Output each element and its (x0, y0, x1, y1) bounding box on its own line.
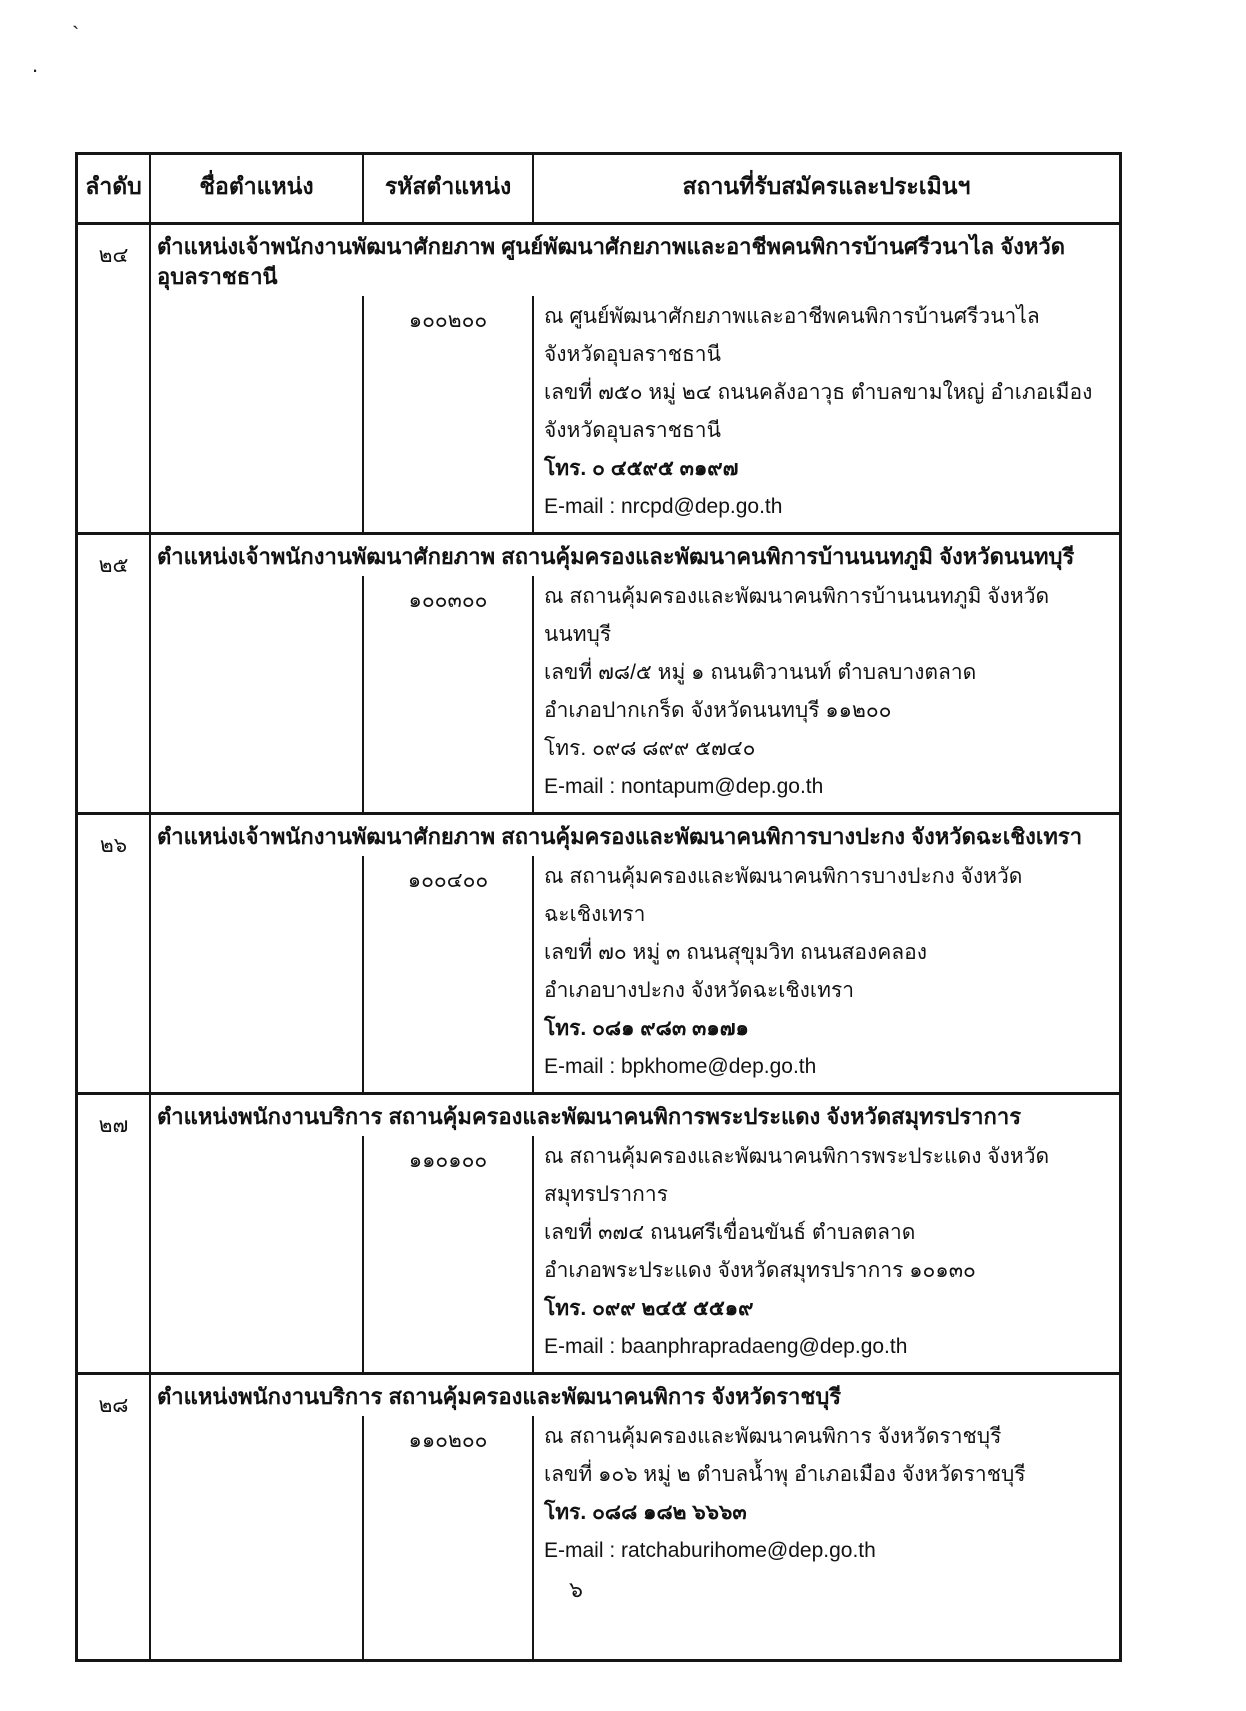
page-number: ๖ (569, 1577, 583, 1602)
table-header-row (78, 155, 1119, 225)
position-name-cell-empty (151, 1416, 364, 1659)
phone-line: โทร. ๐ ๔๕๙๕ ๓๑๙๗ (544, 457, 739, 480)
position-name-cell-empty (151, 576, 364, 812)
col-header-position-name: ชื่อตำแหน่ง (151, 155, 364, 222)
row-number: ๒๘ (78, 1375, 151, 1659)
scan-artifact: ` (72, 22, 80, 47)
location-line: ณ สถานคุ้มครองและพัฒนาคนพิการบางปะกง จังหวัดฉะเชิงเทรา (544, 865, 1023, 926)
position-title: ตำแหน่งพนักงานบริการ สถานคุ้มครองและพัฒนาคนพิการพระประแดง จังหวัดสมุทรปราการ (157, 1104, 1022, 1129)
col-header-location: สถานที่รับสมัครและประเมินฯ (682, 173, 971, 199)
location-cell (534, 1416, 1119, 1659)
position-code: ๑๐๐๓๐๐ (364, 576, 534, 812)
location-line: อำเภอปากเกร็ด จังหวัดนนทบุรี ๑๑๒๐๐ (544, 699, 892, 722)
position-title: ตำแหน่งเจ้าพนักงานพัฒนาศักยภาพ สถานคุ้มครองและพัฒนาคนพิการบางปะกง จังหวัดฉะเชิงเทรา (157, 824, 1083, 849)
location-cell (534, 1136, 1119, 1372)
email-line: E-mail : nontapum@dep.go.th (544, 775, 824, 798)
row-number: ๒๗ (78, 1095, 151, 1372)
location-cell (534, 856, 1119, 1092)
location-line: ณ ศูนย์พัฒนาศักยภาพและอาชีพคนพิการบ้านศรีวนาไล (544, 305, 1040, 328)
email-line: E-mail : baanphrapradaeng@dep.go.th (544, 1335, 908, 1358)
row-number: ๒๕ (78, 535, 151, 812)
location-cell (534, 576, 1119, 812)
email-line: E-mail : bpkhome@dep.go.th (544, 1055, 817, 1078)
location-line: ณ สถานคุ้มครองและพัฒนาคนพิการ จังหวัดราชบุรี (544, 1425, 1002, 1448)
location-line: อำเภอพระประแดง จังหวัดสมุทรปราการ ๑๐๑๓๐ (544, 1259, 976, 1282)
position-code: ๑๐๐๔๐๐ (364, 856, 534, 1092)
position-name-cell-empty (151, 1136, 364, 1372)
row-number: ๒๔ (78, 225, 151, 532)
col-header-index: ลำดับ (78, 155, 151, 222)
phone-line: โทร. ๐๘๘ ๑๘๒ ๖๖๖๓ (544, 1501, 747, 1524)
table-row (78, 1375, 1119, 1659)
col-header-position-code: รหัสตำแหน่ง (364, 155, 534, 222)
location-line: เลขที่ ๓๗๔ ถนนศรีเขื่อนขันธ์ ตำบลตลาด (544, 1221, 916, 1244)
phone-line: โทร. ๐๘๑ ๙๘๓ ๓๑๗๑ (544, 1017, 749, 1040)
location-line: ณ สถานคุ้มครองและพัฒนาคนพิการพระประแดง จังหวัดสมุทรปราการ (544, 1145, 1050, 1206)
row-number: ๒๖ (78, 815, 151, 1092)
position-title: ตำแหน่งพนักงานบริการ สถานคุ้มครองและพัฒนาคนพิการ จังหวัดราชบุรี (157, 1384, 842, 1409)
table-row (78, 815, 1119, 1095)
phone-line: โทร. ๐๙๙ ๒๔๕ ๕๕๑๙ (544, 1297, 754, 1320)
location-line: จังหวัดอุบลราชธานี (544, 343, 721, 366)
position-title: ตำแหน่งเจ้าพนักงานพัฒนาศักยภาพ สถานคุ้มครองและพัฒนาคนพิการบ้านนนทภูมิ จังหวัดนนทบุรี (157, 544, 1075, 569)
position-code: ๑๐๐๒๐๐ (364, 296, 534, 532)
phone-line: โทร. ๐๙๘ ๘๙๙ ๕๗๔๐ (544, 737, 756, 760)
location-cell (534, 296, 1119, 532)
location-line: เลขที่ ๗๕๐ หมู่ ๒๔ ถนนคลังอาวุธ ตำบลขามใหญ่ อำเภอเมือง (544, 381, 1093, 404)
position-title: ตำแหน่งเจ้าพนักงานพัฒนาศักยภาพ ศูนย์พัฒนาศักยภาพและอาชีพคนพิการบ้านศรีวนาไล จังหวัดอุบลราชธานี (157, 234, 1066, 289)
table-row (78, 225, 1119, 535)
location-line: เลขที่ ๗๘/๕ หมู่ ๑ ถนนติวานนท์ ตำบลบางตลาด (544, 661, 977, 684)
location-line: ณ สถานคุ้มครองและพัฒนาคนพิการบ้านนนทภูมิ จังหวัดนนทบุรี (544, 585, 1050, 646)
table-row (78, 535, 1119, 815)
location-line: อำเภอบางปะกง จังหวัดฉะเชิงเทรา (544, 979, 855, 1002)
position-name-cell-empty (151, 856, 364, 1092)
position-code: ๑๑๐๒๐๐ (364, 1416, 534, 1659)
email-line: E-mail : nrcpd@dep.go.th (544, 495, 783, 518)
table-row (78, 1095, 1119, 1375)
email-line: E-mail : ratchaburihome@dep.go.th (544, 1539, 876, 1562)
position-name-cell-empty (151, 296, 364, 532)
position-code: ๑๑๐๑๐๐ (364, 1136, 534, 1372)
scan-artifact: . (32, 52, 39, 77)
location-line: เลขที่ ๑๐๖ หมู่ ๒ ตำบลน้ำพุ อำเภอเมือง จังหวัดราชบุรี (544, 1463, 1026, 1486)
positions-table (75, 152, 1122, 1662)
location-line: จังหวัดอุบลราชธานี (544, 419, 721, 442)
location-line: เลขที่ ๗๐ หมู่ ๓ ถนนสุขุมวิท ถนนสองคลอง (544, 941, 928, 964)
